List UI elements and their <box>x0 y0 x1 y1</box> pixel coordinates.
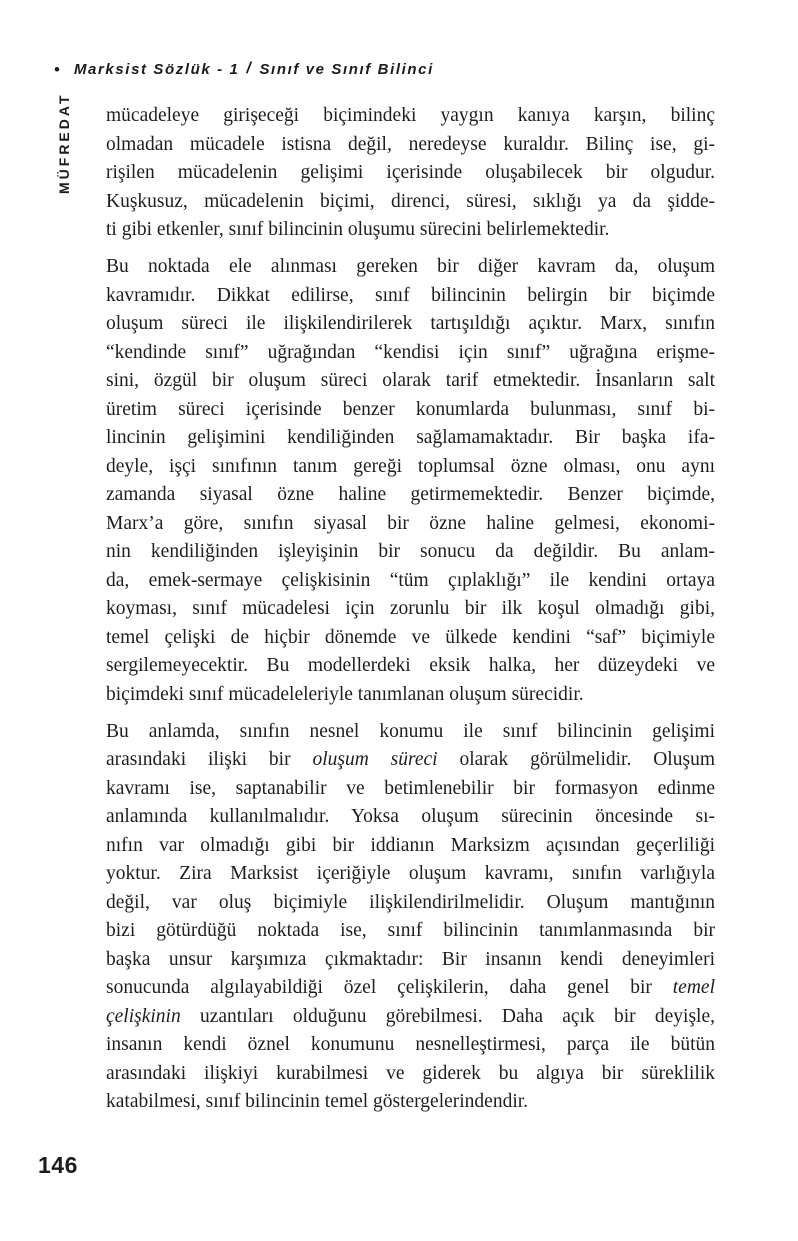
paragraph <box>106 718 715 1117</box>
text-line: ti gibi etkenler, sınıf bilincinin oluşumu sürecini belirlemektedir. <box>106 219 610 240</box>
text-line: üretim süreci içerisinde benzer konumlarda bulunması, sınıf bi- <box>106 398 715 420</box>
text-line: deyle, işçi sınıfının tanım gereği toplumsal özne olması, onu aynı <box>106 455 715 477</box>
text-line: olmadan mücadele istisna değil, neredeyse kuraldır. Bilinç ise, gi- <box>106 133 715 155</box>
text-line: değil, var oluş biçimiyle ilişkilendirilmelidir. Oluşum mantığının <box>106 891 715 913</box>
text-line: sergilemeyecektir. Bu modellerdeki eksik halka, her düzeydeki ve <box>106 655 715 676</box>
text-line: lincinin gelişimini kendiliğinden sağlamamaktadır. Bir başka ifa- <box>106 427 715 448</box>
text-line: sonucunda algılayabildiği özel çelişkilerin, daha genel bir temel <box>106 977 715 998</box>
text-line: “kendinde sınıf” uğrağından “kendisi için sınıf” uğrağına erişme- <box>106 341 715 363</box>
running-header <box>54 60 434 78</box>
paragraph <box>106 102 715 245</box>
text-line: Kuşkusuz, mücadelenin biçimi, direnci, süresi, sıklığı ya da şidde- <box>106 190 715 212</box>
margin-vertical-label: MÜFREDAT <box>56 92 72 194</box>
text-line: anlamında kullanılmalıdır. Yoksa oluşum sürecinin öncesinde sı- <box>106 806 715 827</box>
text-line: da, emek-sermaye çelişkisinin “tüm çıplaklığı” ile kendini ortaya <box>106 569 715 591</box>
text-line: Bu noktada ele alınması gereken bir diğer kavram da, oluşum <box>106 256 715 277</box>
text-line: arasındaki ilişkiyi kurabilmesi ve giderek bu algıya bir süreklilik <box>106 1062 715 1084</box>
paragraph <box>106 253 715 709</box>
page-number: 146 <box>38 1152 78 1178</box>
text-line: Bu anlamda, sınıfın nesnel konumu ile sınıf bilincinin gelişimi <box>106 720 715 742</box>
text-line: arasındaki ilişki bir oluşum süreci olarak görülmelidir. Oluşum <box>106 749 715 770</box>
header-separator: / <box>246 60 253 77</box>
text-line: zamanda siyasal özne haline getirmemektedir. Benzer biçimde, <box>106 484 715 505</box>
body-text <box>106 102 715 1117</box>
text-line: koyması, sınıf mücadelesi için zorunlu bir ilk koşul olmadığı gibi, <box>106 598 715 619</box>
text-line: nin kendiliğinden işleyişinin bir sonucu da değildir. Bu anlam- <box>106 541 715 562</box>
header-chapter-title: Sınıf ve Sınıf Bilinci <box>259 60 434 78</box>
header-series-title: Marksist Sözlük - 1 <box>73 60 240 78</box>
text-line: sini, özgül bir oluşum süreci olarak tarif etmektedir. İnsanların salt <box>106 370 715 391</box>
text-line: temel çelişki de hiçbir dönemde ve ülkede kendini “saf” biçimiyle <box>106 626 715 648</box>
text-line: Marx’a göre, sınıfın siyasal bir özne haline gelmesi, ekonomi- <box>106 512 715 534</box>
text-line: katabilmesi, sınıf bilincinin temel göstergelerindendir. <box>106 1091 529 1112</box>
text-line: kavramı ise, saptanabilir ve betimlenebilir bir formasyon edinme <box>106 777 715 799</box>
text-line: başka unsur karşımıza çıkmaktadır: Bir insanın kendi deneyimleri <box>106 948 715 970</box>
text-line: çelişkinin uzantıları olduğunu görebilmesi. Daha açık bir deyişle, <box>106 1005 715 1027</box>
text-line: bizi götürdüğü noktada ise, sınıf bilincinin tanımlanmasında bir <box>106 920 715 941</box>
text-line: nıfın var olmadığı gibi bir iddianın Marksizm açısından geçerliliği <box>106 834 715 856</box>
header-bullet-icon: • <box>54 59 60 79</box>
text-line: biçimdeki sınıf mücadeleleriyle tanımlanan oluşum sürecidir. <box>106 683 584 705</box>
text-line: insanın kendi öznel konumunu nesnelleştirmesi, parça ile bütün <box>106 1034 715 1055</box>
text-line: mücadeleye girişeceği biçimindeki yaygın kanıya karşın, bilinç <box>106 105 715 126</box>
text-line: oluşum süreci ile ilişkilendirilerek tartışıldığı açıktır. Marx, sınıfın <box>106 313 715 334</box>
text-line: yoktur. Zira Marksist içeriğiyle oluşum kavramı, sınıfın varlığıyla <box>106 863 715 884</box>
text-line: rişilen mücadelenin gelişimi içerisinde oluşabilecek bir olgudur. <box>106 162 715 183</box>
text-line: kavramıdır. Dikkat edilirse, sınıf bilincinin belirgin bir biçimde <box>106 284 715 306</box>
